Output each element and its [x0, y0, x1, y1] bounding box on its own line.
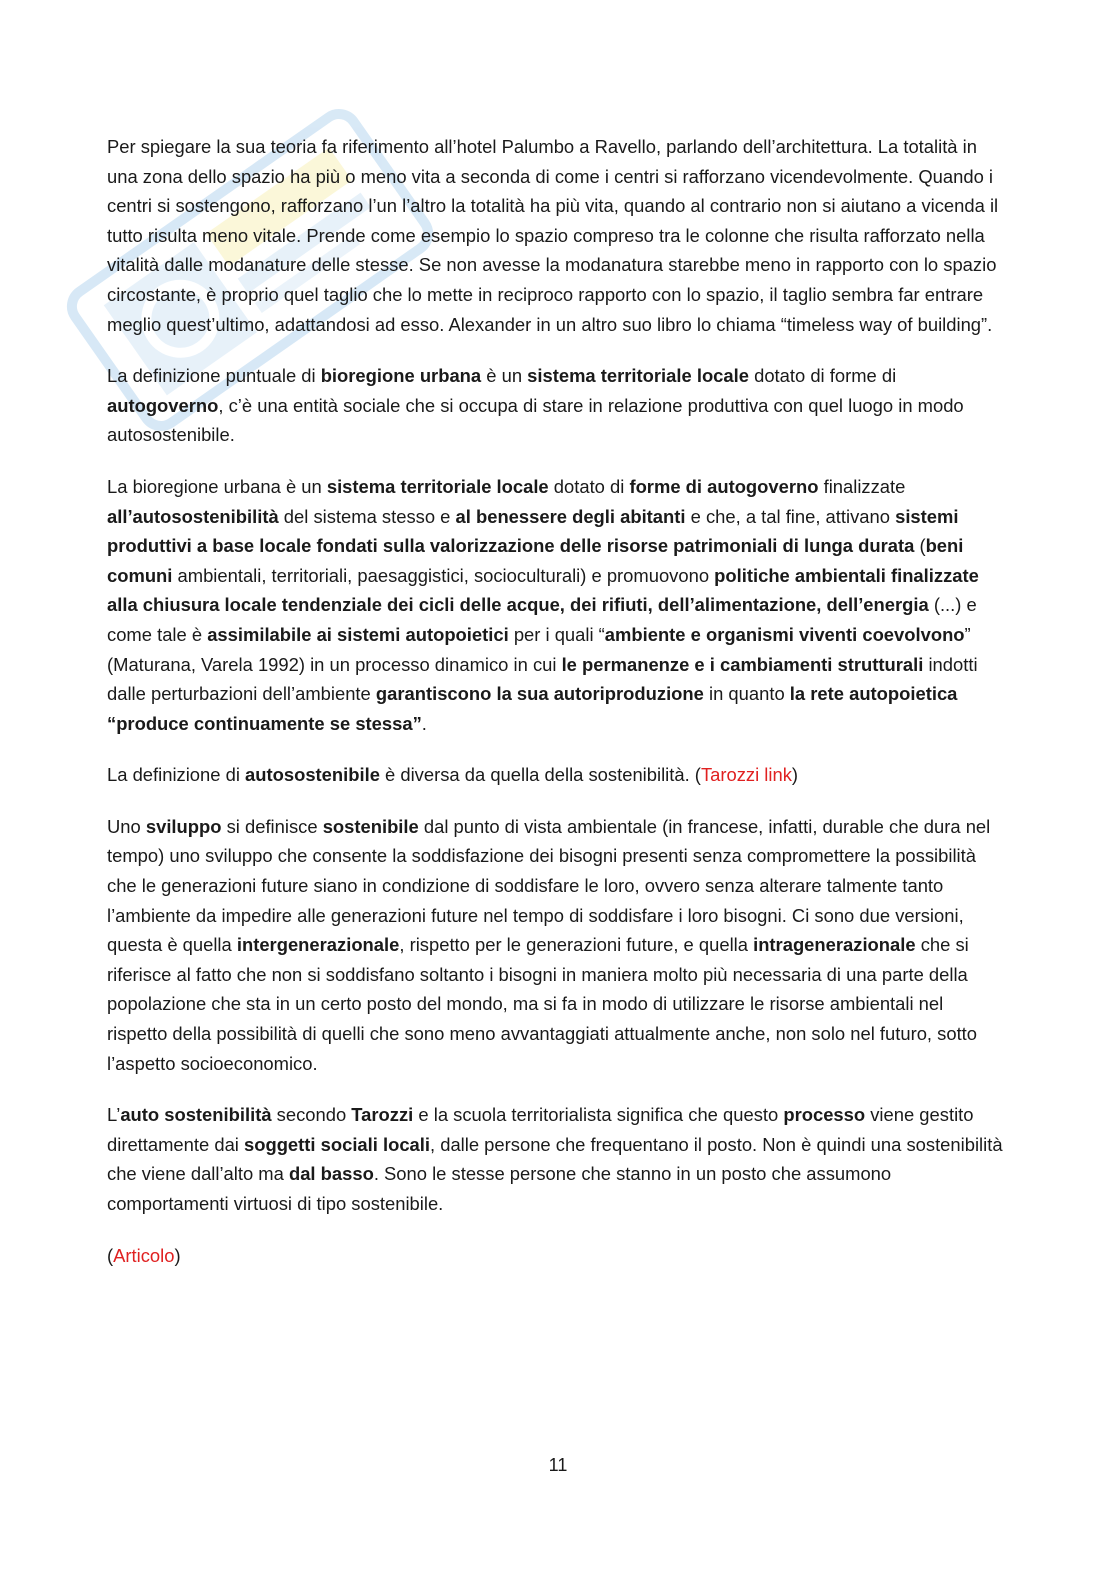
bold-text: auto sostenibilità — [120, 1104, 272, 1126]
bold-text: autosostenibile — [245, 764, 380, 786]
bold-text: sostenibile — [322, 815, 419, 837]
paragraph — [107, 1100, 1007, 1218]
link[interactable]: Articolo — [113, 1244, 175, 1266]
text-run: . Sono le stesse persone che stanno in un posto che assumono comportamenti virtuosi di tipo sostenibile. — [107, 1163, 892, 1214]
text-run: dotato di — [548, 475, 630, 497]
bold-text: politiche ambientali finalizzate alla chiusura locale tendenziale dei cicli delle acque, dei rifiuti, dell’alimentazione, dell’energia — [107, 564, 979, 616]
text-run: per i quali “ — [508, 623, 605, 645]
text-run: in quanto — [703, 683, 790, 705]
document-body — [107, 132, 1007, 1292]
bold-text: intragenerazionale — [753, 934, 916, 956]
bold-text: sistema territoriale locale — [527, 365, 749, 387]
bold-text: processo — [783, 1104, 866, 1126]
text-run: ” (Maturana, Varela 1992) in un processo dinamico in cui — [107, 623, 971, 675]
text-run: dal punto di vista ambientale (in francese, infatti, durable che dura nel tempo) uno sviluppo che consente la soddisfazione dei bisogni presenti senza compromettere la possibilità che le generazioni future siano in condizione di soddisfare le loro, ovvero senza alterare talmente tanto l’ambiente da impedire alle generazioni future nel tempo di soddisfare i loro bisogni. Ci sono due versioni, questa è quella — [107, 815, 991, 956]
bold-text: sviluppo — [145, 815, 222, 837]
text-run: Per spiegare la sua teoria fa riferimento all’hotel Palumbo a Ravello, parlando dell’architettura. La totalità in una zona dello spazio ha più o meno vita a seconda di come i centri si rafforzano vicendevolmente. Quando i centri si sostengono, rafforzano l’un l’altro la totalità ha più vita, quando al contrario non si aiutano a vicenda il tutto risulta meno vitale. Prende come esempio lo spazio compreso tra le colonne che risulta rafforzato nella vitalità dalle modanature delle stesse. Se non avesse la modanatura starebbe meno in rapporto con lo spazio circostante, è proprio quel taglio che lo mette in reciproco rapporto con lo spazio, il taglio sembra far entrare meglio quest’ultimo, adattandosi ad esso. Alexander in un altro suo libro lo chiama “timeless way of building”. — [107, 136, 999, 335]
text-run: ) — [174, 1244, 181, 1266]
text-run: La definizione puntuale di — [107, 365, 321, 387]
bold-text: autogoverno — [107, 394, 219, 416]
text-run: viene gestito direttamente dai — [107, 1104, 974, 1155]
bold-text: Tarozzi — [351, 1104, 414, 1126]
bold-text: al benessere degli abitanti — [455, 505, 686, 527]
text-run: . — [421, 712, 427, 734]
bold-text: bioregione urbana — [320, 365, 482, 387]
text-run: è diversa da quella della sostenibilità. ( — [379, 764, 701, 786]
text-run: ) — [791, 764, 799, 786]
paragraph — [107, 812, 1007, 1078]
text-run: indotti dalle perturbazioni dell’ambiente — [107, 653, 978, 705]
bold-text: assimilabile ai sistemi autopoietici — [207, 623, 509, 645]
text-run: , dalle persone che frequentano il posto. Non è quindi una sostenibilità che viene dall’alto ma — [107, 1133, 1003, 1185]
text-run: , c’è una entità sociale che si occupa di stare in relazione produttiva con quel luogo in modo autosostenibile. — [107, 394, 964, 446]
bold-text: forme di autogoverno — [629, 475, 819, 497]
text-run: Uno — [107, 815, 146, 837]
paragraph — [107, 132, 1007, 339]
link[interactable]: Tarozzi link — [700, 764, 792, 786]
text-run: (...) e come tale è — [107, 594, 977, 645]
text-run: La bioregione urbana è un — [107, 475, 327, 497]
text-run: secondo — [271, 1104, 352, 1126]
text-run: , rispetto per le generazioni future, e quella — [399, 934, 754, 956]
text-run: e la scuola territorialista significa che questo — [413, 1104, 784, 1126]
bold-text: dal basso — [288, 1163, 374, 1185]
page-number: 11 — [548, 1455, 568, 1475]
text-run: L’ — [107, 1104, 121, 1126]
bold-text: ambiente e organismi viventi coevolvono — [604, 623, 965, 645]
paragraph — [107, 361, 1007, 450]
text-run: finalizzate — [818, 475, 906, 497]
text-run: La definizione di — [107, 764, 246, 786]
text-run: si definisce — [221, 815, 323, 837]
text-run: dotato di forme di — [748, 365, 897, 387]
text-run: del sistema stesso e — [278, 505, 456, 527]
bold-text: intergenerazionale — [236, 934, 400, 956]
text-run: è un — [481, 365, 528, 387]
bold-text: soggetti sociali locali — [244, 1133, 430, 1155]
text-run: ( — [914, 535, 926, 557]
bold-text: all’autosostenibilità — [107, 505, 279, 527]
bold-text: beni comuni — [107, 535, 964, 586]
paragraph — [107, 1241, 1007, 1271]
text-run: ambientali, territoriali, paesaggistici, socioculturali) e promuovono — [172, 564, 715, 586]
text-run: ( — [107, 1244, 114, 1266]
bold-text: le permanenze e i cambiamenti strutturali — [561, 653, 924, 675]
paragraph — [107, 760, 1007, 790]
paragraph — [107, 472, 1007, 738]
text-run: e che, a tal fine, attivano — [685, 505, 896, 527]
bold-text: garantiscono la sua autoriproduzione — [375, 683, 704, 705]
bold-text: sistema territoriale locale — [326, 475, 549, 497]
bold-text: la rete autopoietica “produce continuamente se stessa” — [107, 683, 958, 734]
bold-text: sistemi produttivi a base locale fondati sulla valorizzazione delle risorse patrimoniali di lunga durata — [107, 505, 959, 557]
text-run: che si riferisce al fatto che non si soddisfano soltanto i bisogni in maniera molto più necessaria di una parte della popolazione che sta in un certo posto del mondo, ma si fa in modo di utilizzare le risorse ambientali nel rispetto della possibilità di quelli che sono meno avvantaggiati attualmente anche, non solo nel futuro, sotto l’aspetto socioeconomico. — [107, 934, 978, 1074]
